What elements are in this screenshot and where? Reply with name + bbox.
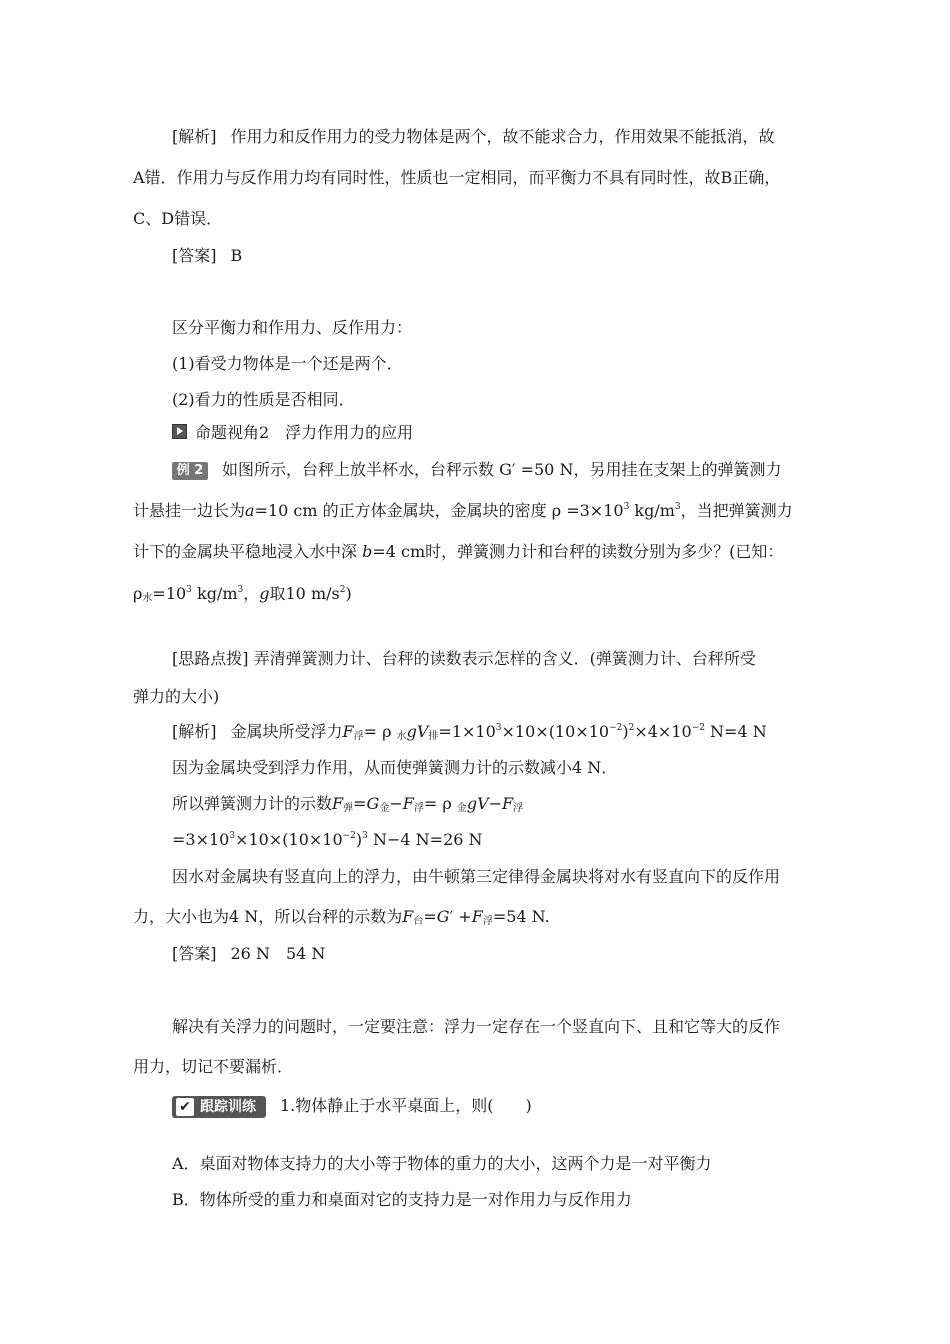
tip1-line-2: (1)看受力物体是一个还是两个． (172, 354, 403, 373)
solution-answer-line (172, 943, 325, 965)
training-line (172, 1095, 532, 1118)
training-question: 1.物体静止于水平桌面上，则( ) (280, 1096, 532, 1115)
solution-answer-value: 26 N 54 N (230, 944, 326, 963)
analysis-tag: [解析] (172, 127, 217, 146)
training-badge (172, 1096, 266, 1118)
tip1-line-3: (2)看力的性质是否相同． (172, 390, 355, 409)
solution-line-3: 所以弹簧测力计的示数$F_弹=G_金-F_浮= \rho$ $_金gV-F_浮$ (172, 794, 524, 814)
analysis-line-3: C、D错误． (133, 209, 223, 228)
example2-line-3: 计下的金属块平稳地浸入水中深 b=4 cm时，弹簧测力计和台秤的读数分别为多少？(已知： (133, 542, 784, 561)
example2-line-4: $\rho_水=10^3$ $kg/m^3$，g取10 $m/s^2$) (133, 584, 352, 604)
solution-line-5: 因水对金属块有竖直向上的浮力，由牛顿第三定律得金属块将对水有竖直向下的反作用 (172, 867, 781, 886)
tip2-line-1: 解决有关浮力的问题时，一定要注意：浮力一定存在一个竖直向下、且和它等大的反作 (172, 1017, 781, 1036)
example-badge: 例 2 (172, 462, 208, 480)
solution-line-6: 力，大小也为4 N，所以台秤的示数为$F_台=G' +F_浮=54$ N. (133, 907, 550, 927)
solution-line-1: [解析] 金属块所受浮力$F_浮= \rho$ $_水gV_排=1\times 10^3\times 10\times(10\times 10^{-2})^2\times 4\times 10^{-2}$ N=4 N (172, 722, 767, 742)
play-triangle-icon (172, 424, 187, 439)
example2-line-1 (172, 459, 781, 481)
analysis-line-1 (172, 126, 775, 148)
answer-value: B (230, 246, 243, 265)
option-a: A．桌面对物体支持力的大小等于物体的重力的大小，这两个力是一对平衡力 (172, 1154, 712, 1173)
example2-text-1: 如图所示，台秤上放半杯水，台秤示数 G′ =50 N，另用挂在支架上的弹簧测力 (222, 460, 782, 479)
section2-heading (172, 422, 413, 444)
hint-line-1: [思路点拨] 弄清弹簧测力计、台秤的读数表示怎样的含义．(弹簧测力计、台秤所受 (172, 649, 756, 668)
solution-line-4: $=3\times 10^3\times 10\times(10\times 10^{-2})^3$ N−4 N=26 N (172, 830, 483, 849)
checkmark-icon: ✔ (176, 1098, 194, 1116)
answer-line-1 (172, 245, 242, 267)
hint-line-2: 弹力的大小) (133, 687, 220, 706)
answer-tag: [答案] (172, 246, 217, 265)
option-b: B．物体所受的重力和桌面对它的支持力是一对作用力与反作用力 (172, 1190, 632, 1209)
section2-title: 命题视角2 浮力作用力的应用 (195, 423, 414, 442)
example2-line-2: 计悬挂一边长为a=10 cm 的正方体金属块，金属块的密度 $\rho =3\times 10^3$ $kg/m^3$，当把弹簧测力 (133, 501, 793, 520)
tip1-line-1: 区分平衡力和作用力、反作用力： (172, 318, 413, 337)
tip2-line-2: 用力，切记不要漏析． (133, 1057, 294, 1076)
solution-answer-tag: [答案] (172, 944, 217, 963)
solution-tag: [解析] (172, 722, 217, 741)
analysis-line-2: A错．作用力与反作用力均有同时性，性质也一定相同，而平衡力不具有同时性，故B正确， (133, 168, 781, 187)
analysis-text: 作用力和反作用力的受力物体是两个，故不能求合力，作用效果不能抵消，故 (230, 127, 775, 146)
training-badge-label: 跟踪训练 (200, 1099, 256, 1115)
solution-line-2: 因为金属块受到浮力作用，从而使弹簧测力计的示数减小4 N． (172, 758, 618, 777)
